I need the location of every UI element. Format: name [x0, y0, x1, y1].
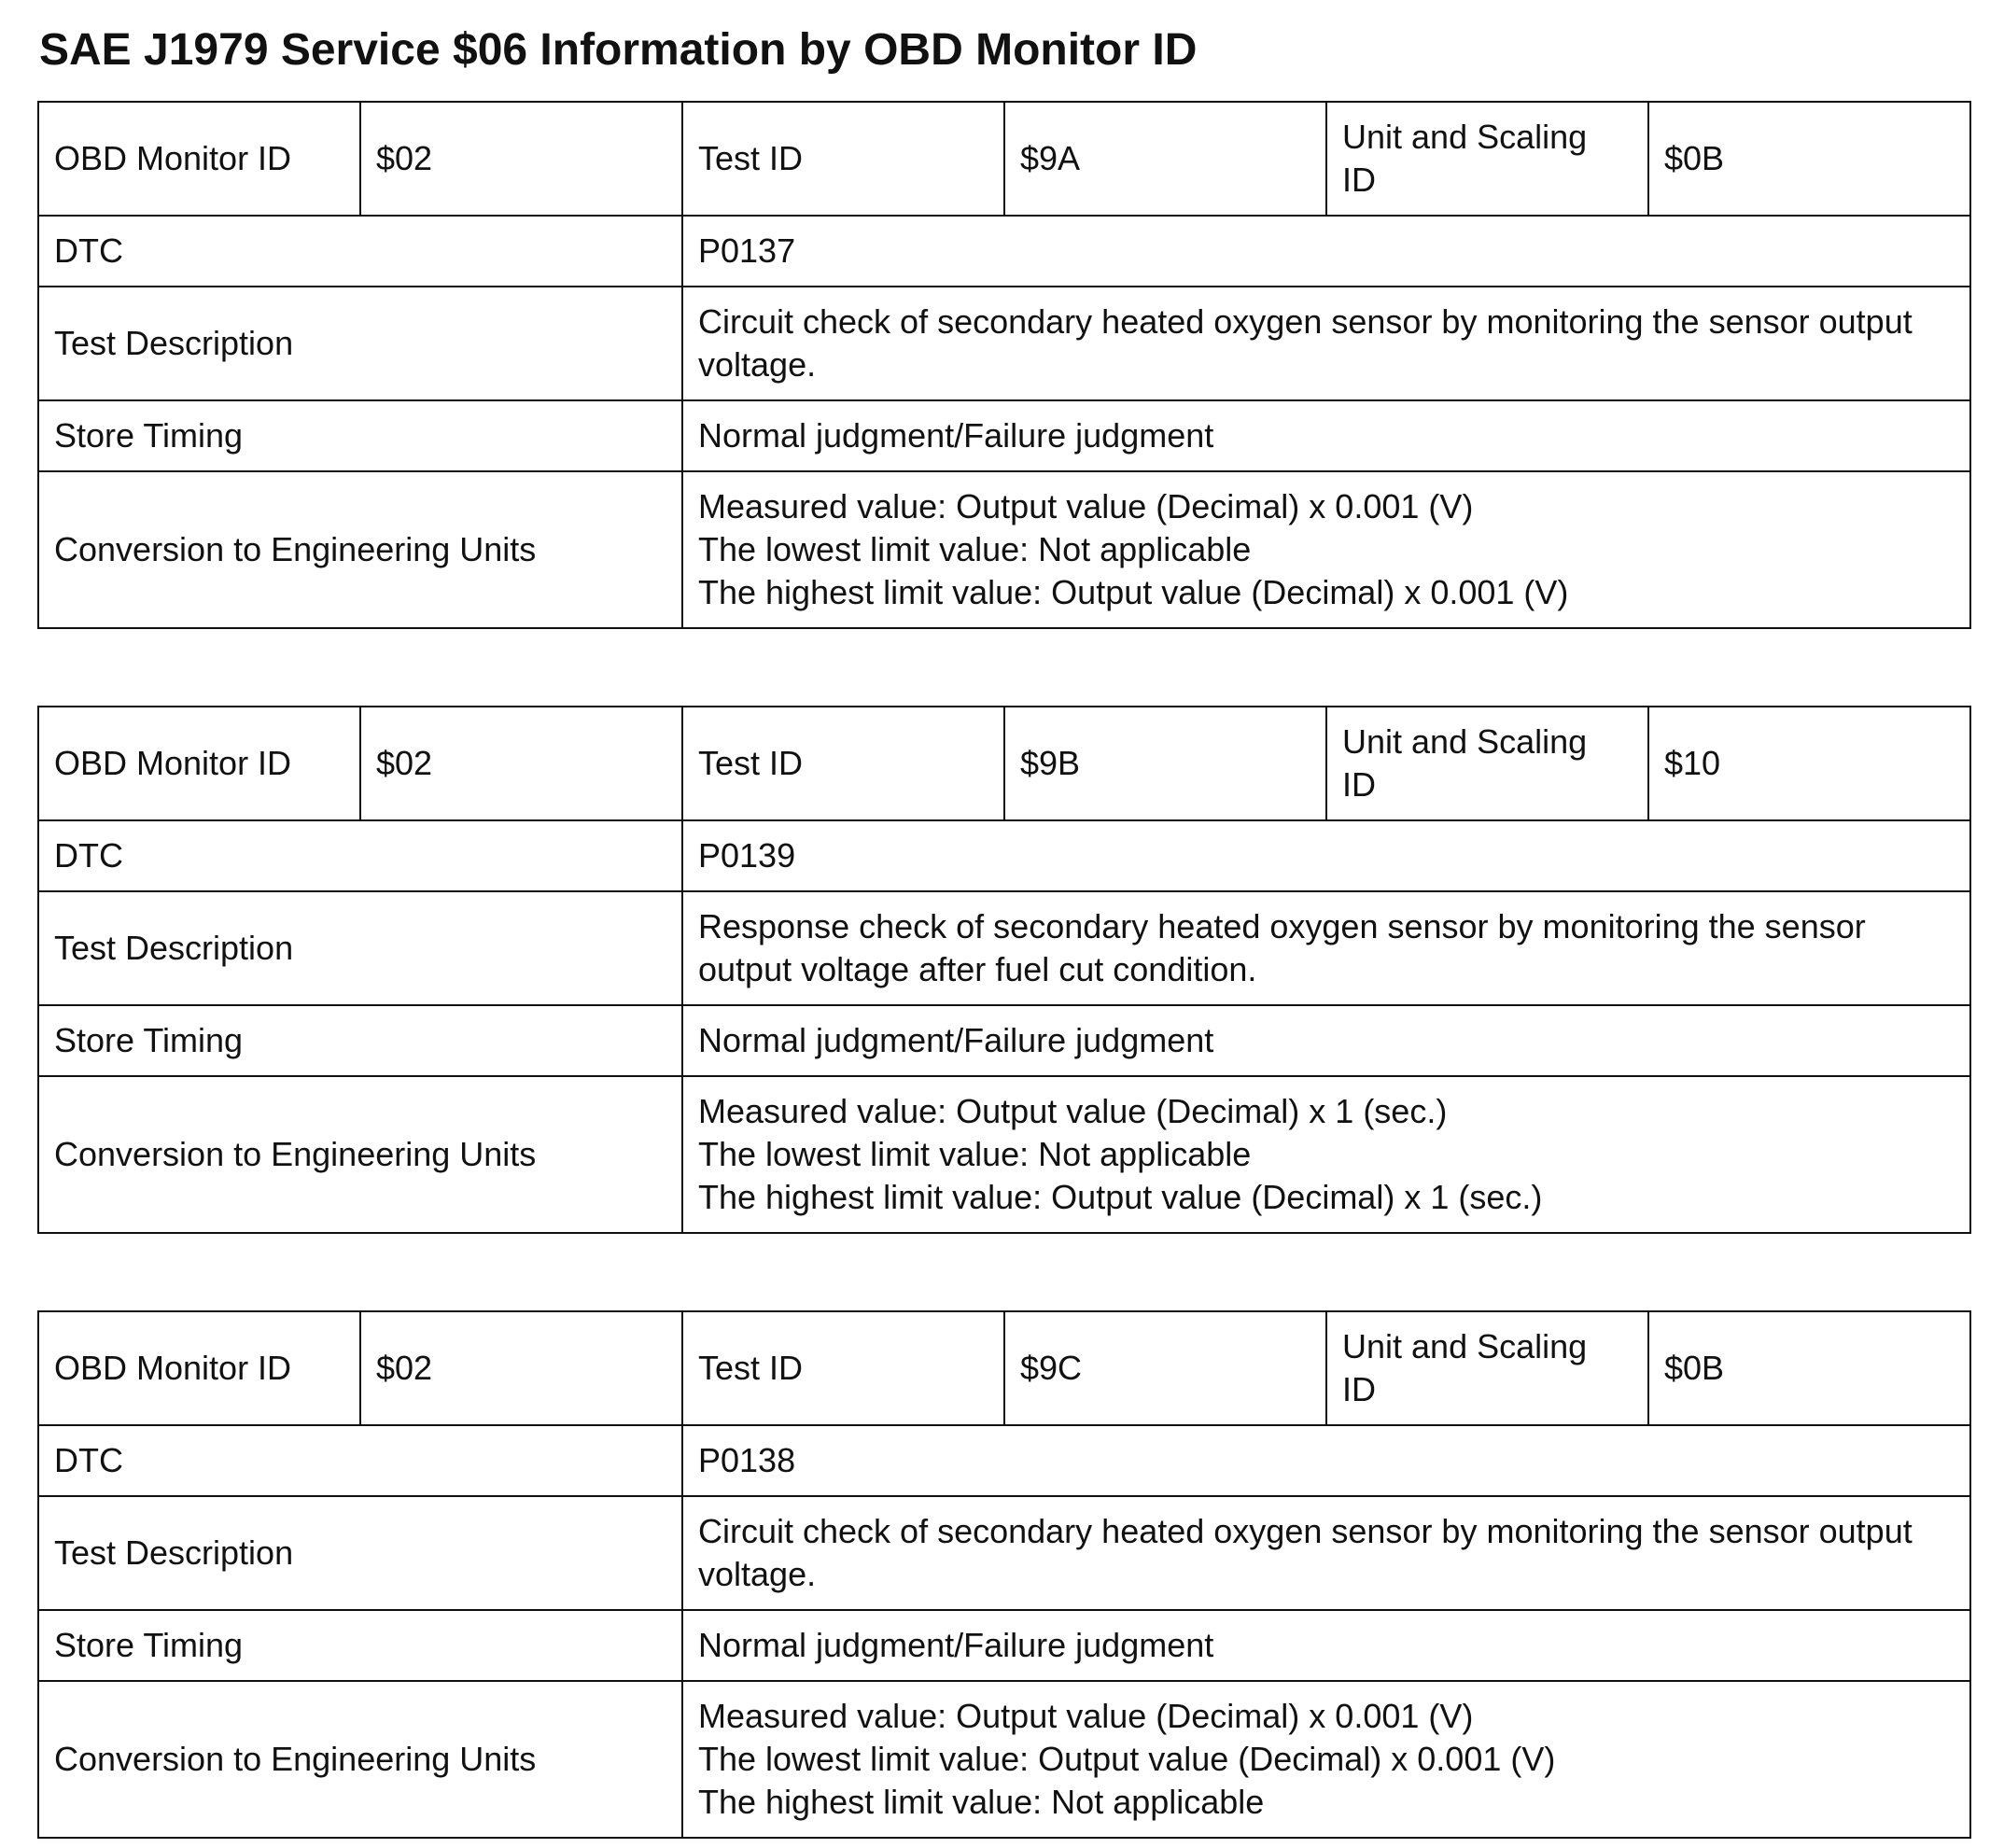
table-row-description [38, 891, 1970, 1005]
conversion-value: Measured value: Output value (Decimal) x 0.001 (V) The lowest limit value: Output value (Decimal) x 0.001 (V) The highest limit value: Not applicable [682, 1681, 1970, 1838]
table-row-ids [38, 707, 1970, 820]
obd-monitor-id-value: $02 [360, 707, 682, 820]
test-id-label: Test ID [682, 1311, 1004, 1425]
test-description-value: Response check of secondary heated oxygen sensor by monitoring the sensor output voltage after fuel cut condition. [682, 891, 1970, 1005]
test-id-value: $9C [1004, 1311, 1326, 1425]
store-timing-value: Normal judgment/Failure judgment [682, 1610, 1970, 1681]
unit-scaling-id-label: Unit and Scaling ID [1326, 1311, 1648, 1425]
store-timing-label: Store Timing [38, 400, 682, 471]
obd-monitor-id-value: $02 [360, 1311, 682, 1425]
test-description-label: Test Description [38, 891, 682, 1005]
service-06-table [37, 101, 1971, 629]
table-row-ids [38, 102, 1970, 216]
table-row-dtc [38, 820, 1970, 891]
table-row-conversion [38, 1076, 1970, 1233]
store-timing-label: Store Timing [38, 1005, 682, 1076]
test-description-value: Circuit check of secondary heated oxygen sensor by monitoring the sensor output voltage. [682, 287, 1970, 400]
conversion-label: Conversion to Engineering Units [38, 1076, 682, 1233]
unit-scaling-id-label: Unit and Scaling ID [1326, 707, 1648, 820]
dtc-label: DTC [38, 216, 682, 287]
table-row-description [38, 287, 1970, 400]
service-06-table [37, 1310, 1971, 1839]
table-row-ids [38, 1311, 1970, 1425]
table-row-conversion [38, 471, 1970, 628]
service-06-table [37, 706, 1971, 1234]
table-row-description [38, 1496, 1970, 1610]
conversion-value: Measured value: Output value (Decimal) x 0.001 (V) The lowest limit value: Not applicable The highest limit value: Output value (Decimal) x 0.001 (V) [682, 471, 1970, 628]
table-row-conversion [38, 1681, 1970, 1838]
unit-scaling-id-value: $10 [1648, 707, 1970, 820]
table-row-store-timing [38, 1005, 1970, 1076]
test-description-label: Test Description [38, 287, 682, 400]
dtc-value: P0139 [682, 820, 1970, 891]
obd-monitor-id-label: OBD Monitor ID [38, 707, 360, 820]
dtc-value: P0137 [682, 216, 1970, 287]
table-row-store-timing [38, 400, 1970, 471]
table-row-dtc [38, 1425, 1970, 1496]
store-timing-value: Normal judgment/Failure judgment [682, 1005, 1970, 1076]
dtc-value: P0138 [682, 1425, 1970, 1496]
page-title: SAE J1979 Service $06 Information by OBD Monitor ID [39, 25, 1198, 75]
table-row-dtc [38, 216, 1970, 287]
test-description-label: Test Description [38, 1496, 682, 1610]
test-id-value: $9A [1004, 102, 1326, 216]
obd-monitor-id-label: OBD Monitor ID [38, 1311, 360, 1425]
test-id-value: $9B [1004, 707, 1326, 820]
table-row-store-timing [38, 1610, 1970, 1681]
obd-monitor-id-label: OBD Monitor ID [38, 102, 360, 216]
conversion-label: Conversion to Engineering Units [38, 1681, 682, 1838]
unit-scaling-id-label: Unit and Scaling ID [1326, 102, 1648, 216]
conversion-label: Conversion to Engineering Units [38, 471, 682, 628]
dtc-label: DTC [38, 820, 682, 891]
test-description-value: Circuit check of secondary heated oxygen sensor by monitoring the sensor output voltage. [682, 1496, 1970, 1610]
test-id-label: Test ID [682, 102, 1004, 216]
unit-scaling-id-value: $0B [1648, 102, 1970, 216]
obd-monitor-id-value: $02 [360, 102, 682, 216]
conversion-value: Measured value: Output value (Decimal) x 1 (sec.) The lowest limit value: Not applicable The highest limit value: Output value (Decimal) x 1 (sec.) [682, 1076, 1970, 1233]
store-timing-label: Store Timing [38, 1610, 682, 1681]
unit-scaling-id-value: $0B [1648, 1311, 1970, 1425]
store-timing-value: Normal judgment/Failure judgment [682, 400, 1970, 471]
dtc-label: DTC [38, 1425, 682, 1496]
test-id-label: Test ID [682, 707, 1004, 820]
